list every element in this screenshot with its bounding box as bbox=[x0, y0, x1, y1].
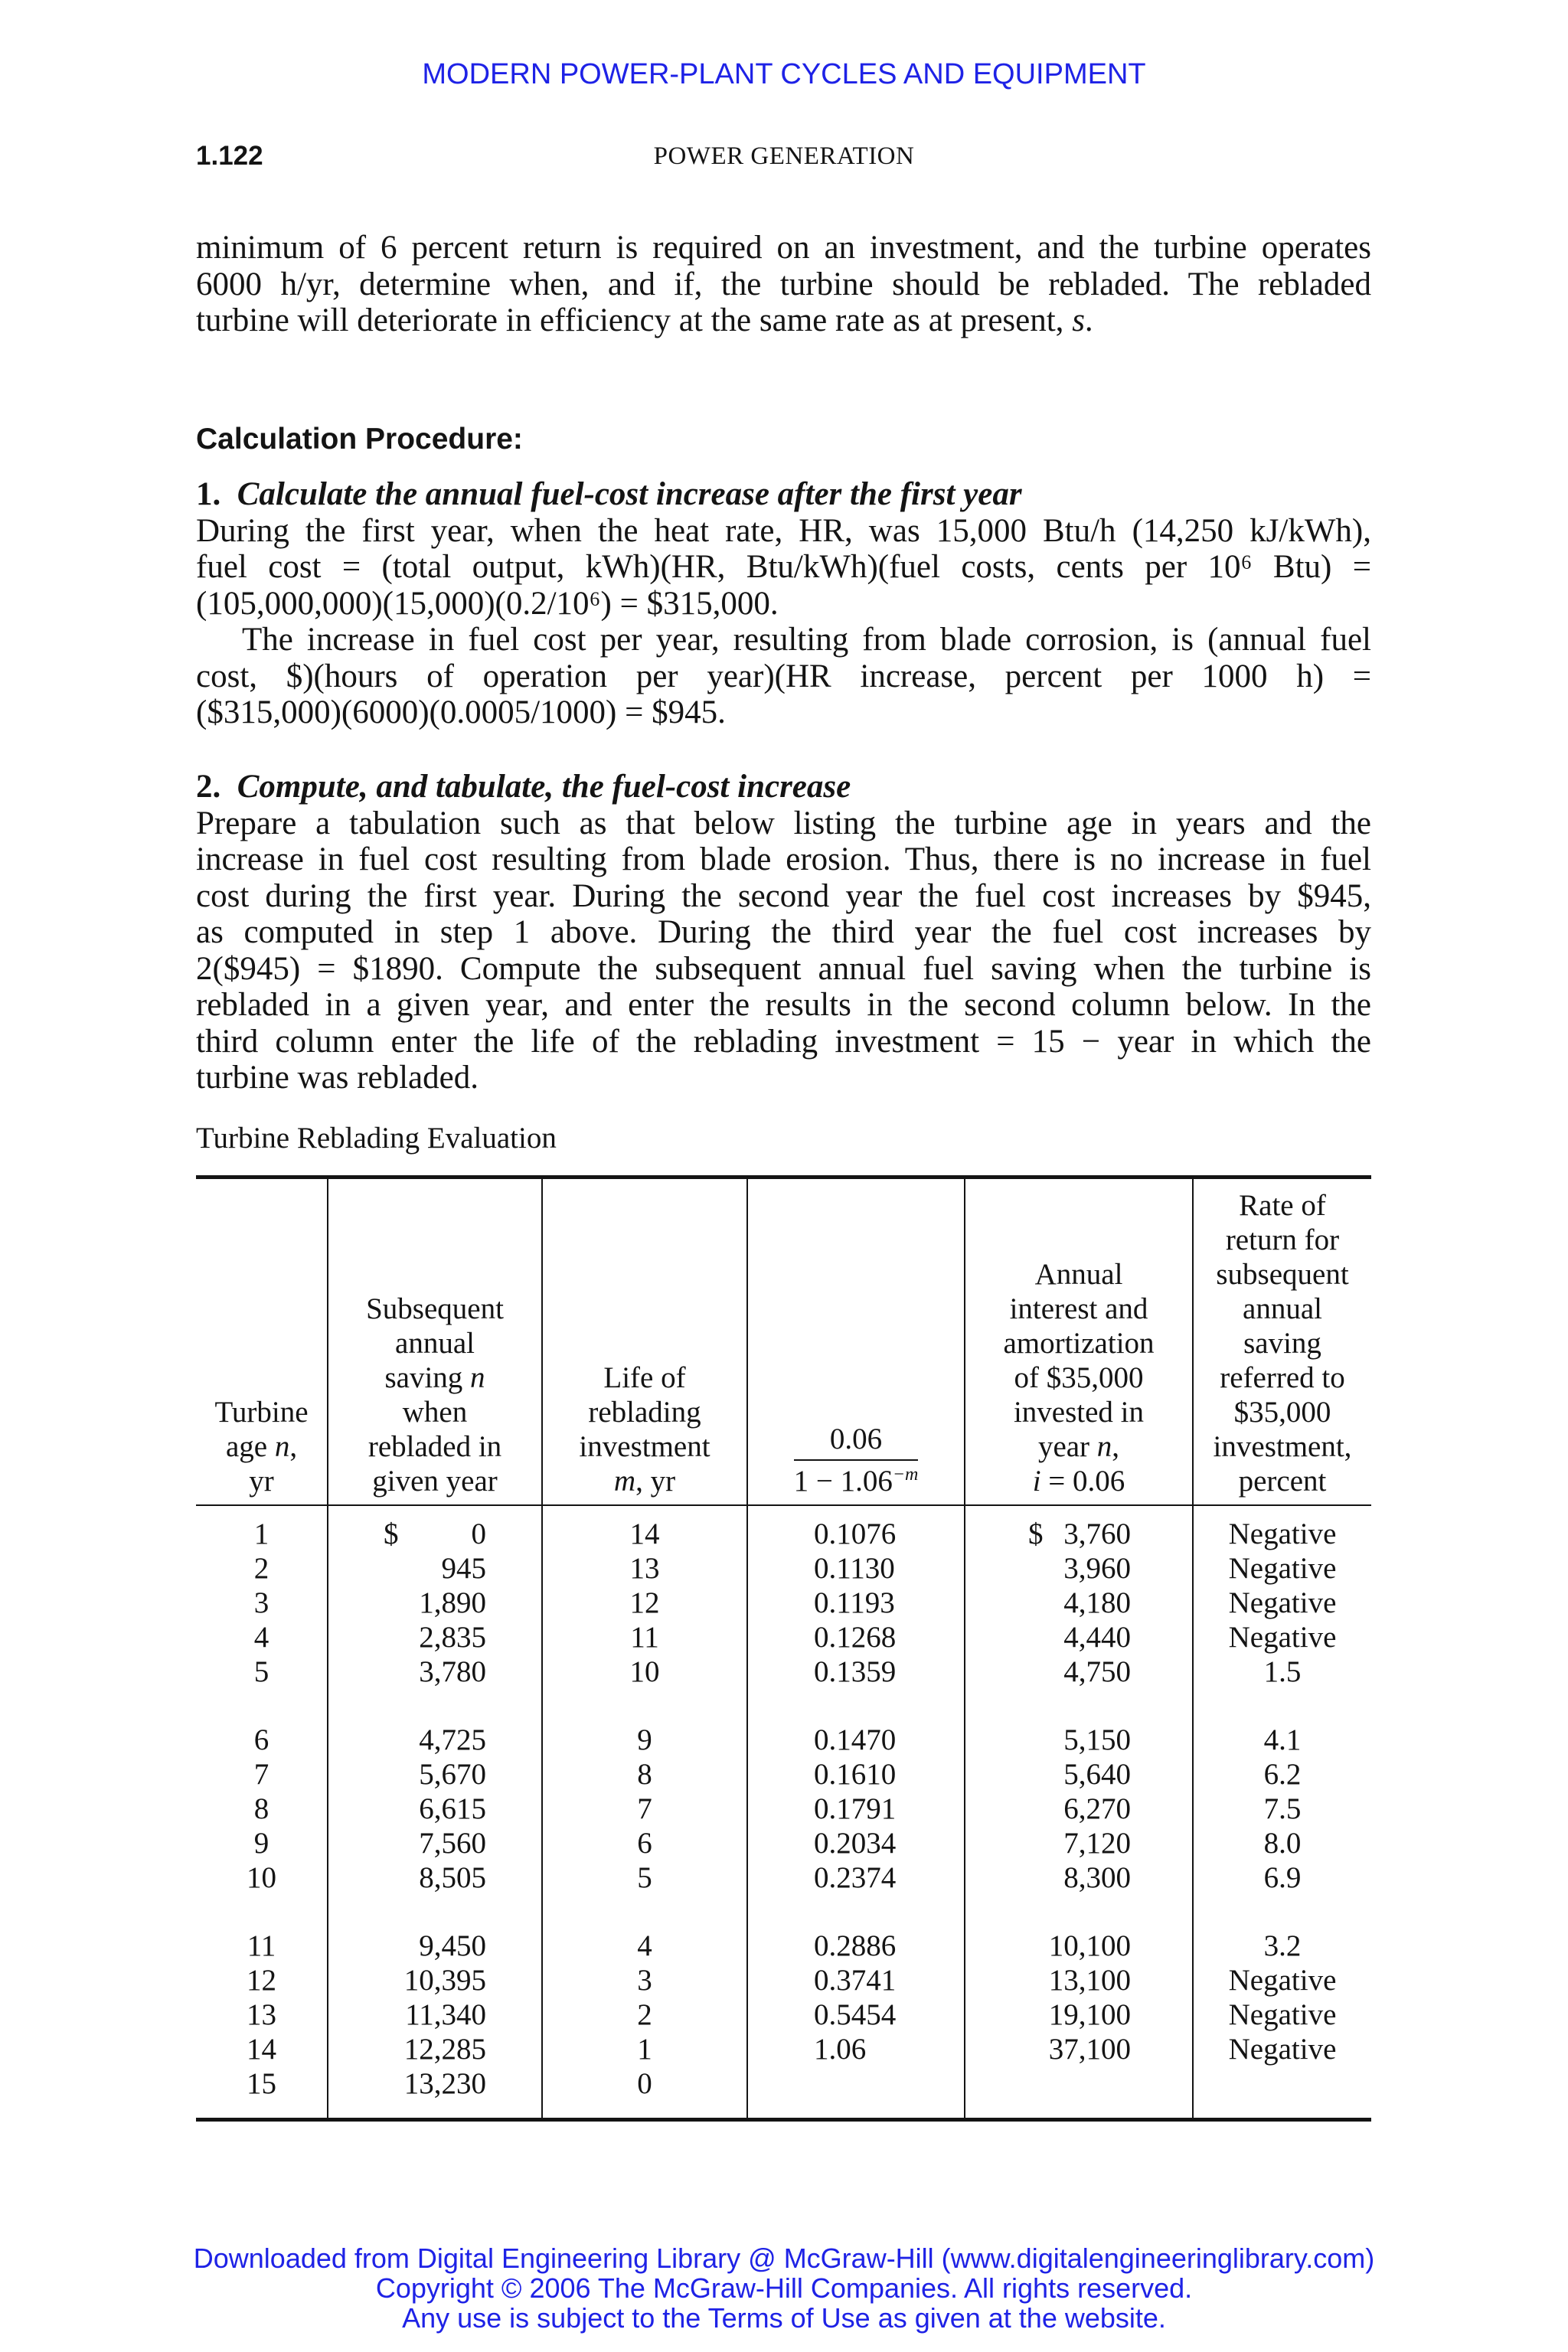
table-cell bbox=[747, 1586, 965, 1620]
table-cell bbox=[747, 1505, 965, 1551]
table-cell bbox=[196, 2066, 328, 2120]
table-cell bbox=[1193, 1551, 1371, 1586]
running-head: POWER GENERATION bbox=[653, 142, 915, 170]
table-cell bbox=[328, 1655, 542, 1689]
table-row bbox=[196, 1757, 1371, 1792]
text-line: as computed in step 1 above. During the third year the fuel cost increases by bbox=[196, 914, 1371, 950]
cell-value: 0.1268 bbox=[814, 1621, 897, 1654]
cell-value: 37,100 bbox=[1048, 2033, 1131, 2066]
table-cell bbox=[196, 1860, 328, 1895]
cell-value: 6,615 bbox=[419, 1792, 486, 1825]
header-line: subsequent bbox=[1216, 1258, 1349, 1291]
table-cell bbox=[328, 1689, 542, 1757]
table-row bbox=[196, 1689, 1371, 1757]
table-cell bbox=[542, 2066, 747, 2120]
reblading-table bbox=[196, 1175, 1371, 2122]
header-capital-recovery-factor bbox=[747, 1178, 965, 1506]
text-line: The increase in fuel cost per year, resulting from blade corrosion, is (annual fuel bbox=[242, 622, 1371, 658]
table-cell bbox=[1193, 1586, 1371, 1620]
cell-value: Negative bbox=[1228, 1964, 1337, 1997]
table-cell bbox=[542, 1998, 747, 2032]
header-line: yr bbox=[249, 1465, 274, 1498]
header-title: MODERN POWER-PLANT CYCLES AND EQUIPMENT bbox=[422, 58, 1146, 90]
cell-value: 10 bbox=[247, 1861, 276, 1894]
header-line: i = 0.06 bbox=[1032, 1465, 1125, 1498]
cell-value: Negative bbox=[1228, 1552, 1337, 1585]
table-row bbox=[196, 2066, 1371, 2120]
text-line: fuel cost = (total output, kWh)(HR, Btu/kWh)(fuel costs, cents per 10⁶ Btu) = bbox=[196, 549, 1371, 585]
cell-value: 13 bbox=[247, 1998, 276, 2031]
header-line: annual bbox=[1243, 1292, 1322, 1325]
table-cell bbox=[747, 1792, 965, 1826]
cell-value: 9 bbox=[253, 1827, 270, 1860]
table-cell bbox=[965, 1551, 1193, 1586]
table-cell bbox=[542, 1963, 747, 1998]
header-line: age n, bbox=[225, 1430, 298, 1463]
cell-value: 7,120 bbox=[1063, 1827, 1131, 1860]
cell-value: 0.1610 bbox=[814, 1758, 897, 1791]
cell-value: 15 bbox=[247, 2067, 276, 2100]
table-cell bbox=[1193, 1895, 1371, 1963]
table-cell bbox=[1193, 1860, 1371, 1895]
header-line: investment bbox=[579, 1430, 710, 1463]
cell-value: 9,450 bbox=[419, 1929, 486, 1962]
text-line: During the first year, when the heat rate, HR, was 15,000 Btu/h (14,250 kJ/kWh), bbox=[196, 512, 1371, 549]
table-cell bbox=[1193, 2066, 1371, 2120]
step1-section bbox=[196, 476, 1371, 731]
text-line: turbine was rebladed. bbox=[196, 1060, 479, 1096]
table-cell bbox=[328, 1792, 542, 1826]
header-line: m, yr bbox=[613, 1465, 676, 1498]
cell-value: 11 bbox=[630, 1621, 659, 1654]
cell-value: 5,670 bbox=[419, 1758, 486, 1791]
cell-value: 945 bbox=[441, 1552, 486, 1585]
table-cell bbox=[747, 1551, 965, 1586]
table-cell bbox=[965, 1963, 1193, 1998]
table-cell bbox=[747, 1998, 965, 2032]
table-cell bbox=[328, 1963, 542, 1998]
table-cell bbox=[1193, 1655, 1371, 1689]
text-line: (105,000,000)(15,000)(0.2/10⁶) = $315,000. bbox=[196, 585, 779, 622]
text-line: turbine will deteriorate in efficiency at the same rate as at present, s. bbox=[196, 302, 1093, 338]
table-cell bbox=[965, 1860, 1193, 1895]
cell-value: 0.2374 bbox=[814, 1861, 897, 1894]
footer bbox=[0, 2243, 1568, 2333]
table-cell bbox=[747, 1826, 965, 1860]
cell-value: 3,780 bbox=[419, 1655, 486, 1688]
cell-value: Negative bbox=[1228, 1998, 1337, 2031]
table-cell bbox=[328, 1860, 542, 1895]
cell-value: 3,960 bbox=[1063, 1552, 1131, 1585]
table-cell bbox=[196, 1963, 328, 1998]
table-cell bbox=[1193, 1826, 1371, 1860]
cell-value: 8 bbox=[637, 1758, 652, 1791]
table-cell bbox=[542, 1620, 747, 1655]
table-row bbox=[196, 1505, 1371, 1551]
header-line: referred to bbox=[1220, 1361, 1345, 1394]
fraction bbox=[794, 1422, 919, 1498]
table-cell bbox=[542, 1505, 747, 1551]
cell-value: 8,505 bbox=[419, 1861, 486, 1894]
table-cell bbox=[965, 1586, 1193, 1620]
header-line: saving bbox=[1243, 1327, 1321, 1360]
cell-value: 1.06 bbox=[814, 2033, 867, 2066]
cell-value: 14 bbox=[629, 1517, 660, 1550]
table-cell bbox=[1193, 1792, 1371, 1826]
header-line: interest and bbox=[1009, 1292, 1148, 1325]
table-cell bbox=[1193, 1620, 1371, 1655]
header-line: Annual bbox=[1034, 1258, 1123, 1291]
footer-copyright-line: Copyright © 2006 The McGraw-Hill Companies. All rights reserved. bbox=[375, 2272, 1193, 2304]
cell-value: 2 bbox=[637, 1998, 652, 2031]
table-cell bbox=[1193, 1689, 1371, 1757]
cell-value: 0.2886 bbox=[814, 1929, 897, 1962]
table-cell bbox=[747, 1620, 965, 1655]
text-line: third column enter the life of the reblading investment = 15 − year in which the bbox=[196, 1023, 1371, 1060]
table-row bbox=[196, 2032, 1371, 2066]
cell-value: 4.1 bbox=[1263, 1723, 1302, 1756]
cell-value: 11 bbox=[247, 1929, 276, 1962]
text-line: Prepare a tabulation such as that below listing the turbine age in years and the bbox=[196, 805, 1371, 841]
table-cell bbox=[196, 1757, 328, 1792]
table-cell bbox=[747, 1757, 965, 1792]
cell-value: 5 bbox=[637, 1861, 652, 1894]
table-cell bbox=[747, 2066, 965, 2120]
header-line: of $35,000 bbox=[1014, 1361, 1144, 1394]
cell-value: 3 bbox=[253, 1586, 270, 1619]
cell-value: 13,100 bbox=[1048, 1964, 1131, 1997]
table-cell bbox=[196, 1505, 328, 1551]
fraction-denominator: $1 - 1.06^{-m}$ bbox=[793, 1465, 919, 1498]
cell-value: 5 bbox=[253, 1655, 270, 1688]
cell-value: 1 bbox=[253, 1517, 270, 1550]
table-cell bbox=[965, 2066, 1193, 2120]
table-row bbox=[196, 1792, 1371, 1826]
table-cell bbox=[747, 2032, 965, 2066]
table-cell bbox=[1193, 1505, 1371, 1551]
table-row bbox=[196, 1655, 1371, 1689]
cell-value: 8.0 bbox=[1263, 1827, 1302, 1860]
table-cell bbox=[965, 1505, 1193, 1551]
table-cell bbox=[747, 1860, 965, 1895]
cell-value: 10,100 bbox=[1048, 1929, 1131, 1962]
cell-value: 5,150 bbox=[1063, 1723, 1131, 1756]
table-caption: Turbine Reblading Evaluation bbox=[196, 1122, 557, 1155]
currency-symbol: $ bbox=[1028, 1517, 1044, 1550]
cell-value: 3 bbox=[637, 1964, 652, 1997]
step2-title: Compute, and tabulate, the fuel-cost increase bbox=[237, 769, 851, 805]
table-cell bbox=[965, 1826, 1193, 1860]
footer-download-line: Downloaded from Digital Engineering Library @ McGraw-Hill (www.digitalengineeringlibrary.com) bbox=[193, 2243, 1375, 2274]
cell-value: 0.5454 bbox=[814, 1998, 897, 2031]
cell-value: 4 bbox=[637, 1929, 652, 1962]
cell-value: 4,180 bbox=[1063, 1586, 1131, 1619]
header-line: Life of bbox=[603, 1361, 686, 1394]
header-line: year n, bbox=[1037, 1430, 1120, 1463]
table-row bbox=[196, 1998, 1371, 2032]
cell-value: 0.1130 bbox=[814, 1552, 895, 1585]
table-cell bbox=[328, 2066, 542, 2120]
header-line: reblading bbox=[588, 1396, 701, 1429]
header-line: annual bbox=[395, 1327, 475, 1360]
header-line: Rate of bbox=[1239, 1189, 1326, 1222]
cell-value: 0.1193 bbox=[814, 1586, 895, 1619]
cell-value: 19,100 bbox=[1048, 1998, 1131, 2031]
cell-value: 6,270 bbox=[1063, 1792, 1131, 1825]
table-cell bbox=[542, 1792, 747, 1826]
table-cell bbox=[328, 1586, 542, 1620]
header-line: Turbine bbox=[214, 1396, 309, 1429]
cell-value: 6.9 bbox=[1263, 1861, 1302, 1894]
cell-value: 5,640 bbox=[1063, 1758, 1131, 1791]
table-cell bbox=[965, 1689, 1193, 1757]
cell-value: 0.1470 bbox=[814, 1723, 897, 1756]
step2-heading bbox=[196, 769, 1371, 805]
table-cell bbox=[196, 1655, 328, 1689]
cell-value: 0.1791 bbox=[814, 1792, 897, 1825]
cell-value: 11,340 bbox=[405, 1998, 486, 2031]
table-cell bbox=[328, 1895, 542, 1963]
table-cell bbox=[965, 1620, 1193, 1655]
text-line: ($315,000)(6000)(0.0005/1000) = $945. bbox=[196, 694, 726, 730]
text-line: cost during the first year. During the second year the fuel cost increases by $945, bbox=[196, 877, 1371, 914]
cell-value: 4,440 bbox=[1063, 1621, 1131, 1654]
table-cell bbox=[196, 1998, 328, 2032]
table-cell bbox=[196, 1826, 328, 1860]
step1-heading bbox=[196, 476, 1371, 513]
table-cell bbox=[747, 1655, 965, 1689]
table-cell bbox=[1193, 1998, 1371, 2032]
table-cell bbox=[1193, 1757, 1371, 1792]
cell-value: 6.2 bbox=[1263, 1758, 1302, 1791]
cell-value: 1 bbox=[637, 2033, 652, 2066]
header-line: Subsequent bbox=[366, 1292, 504, 1325]
fraction-numerator: 0.06 bbox=[794, 1422, 919, 1461]
cell-value: 9 bbox=[637, 1723, 652, 1756]
cell-value: 3,760 bbox=[1063, 1517, 1131, 1550]
cell-value: 10 bbox=[629, 1655, 660, 1688]
table-row bbox=[196, 1620, 1371, 1655]
cell-value: 1,890 bbox=[419, 1586, 486, 1619]
text-line: rebladed in a given year, and enter the results in the second column below. In the bbox=[196, 987, 1371, 1023]
header-line: rebladed in bbox=[368, 1430, 502, 1463]
cell-value: 10,395 bbox=[403, 1964, 486, 1997]
table-cell bbox=[542, 1860, 747, 1895]
header-life-of-investment bbox=[542, 1178, 747, 1506]
cell-value: 1.5 bbox=[1263, 1655, 1302, 1688]
table-cell bbox=[542, 1895, 747, 1963]
header-line: return for bbox=[1225, 1223, 1340, 1256]
table-row bbox=[196, 1826, 1371, 1860]
table-row bbox=[196, 1586, 1371, 1620]
table-cell bbox=[328, 2032, 542, 2066]
table-cell bbox=[747, 1963, 965, 1998]
table-cell bbox=[965, 1895, 1193, 1963]
header-line: percent bbox=[1238, 1465, 1327, 1498]
cell-value: 8,300 bbox=[1063, 1861, 1131, 1894]
table-cell bbox=[965, 1655, 1193, 1689]
header-line: investment, bbox=[1213, 1430, 1352, 1463]
header-line: when bbox=[402, 1396, 468, 1429]
table-cell bbox=[328, 1998, 542, 2032]
table-cell bbox=[542, 1757, 747, 1792]
cell-value: Negative bbox=[1228, 2033, 1337, 2066]
table-cell bbox=[542, 1655, 747, 1689]
table-cell bbox=[328, 1620, 542, 1655]
cell-value: Negative bbox=[1228, 1517, 1337, 1550]
cell-value: 7,560 bbox=[419, 1827, 486, 1860]
table-cell bbox=[1193, 1963, 1371, 1998]
cell-value: 4 bbox=[253, 1621, 270, 1654]
table-cell bbox=[542, 1551, 747, 1586]
text-line: 2($945) = $1890. Compute the subsequent annual fuel saving when the turbine is bbox=[196, 950, 1371, 987]
cell-value: 2,835 bbox=[419, 1621, 486, 1654]
calculation-procedure-heading: Calculation Procedure: bbox=[196, 423, 523, 456]
cell-value: 0 bbox=[637, 2067, 652, 2100]
table-cell bbox=[542, 1586, 747, 1620]
text-line: minimum of 6 percent return is required on an investment, and the turbine operates bbox=[196, 230, 1371, 266]
table-cell bbox=[542, 1826, 747, 1860]
table-cell bbox=[328, 1826, 542, 1860]
table-cell bbox=[328, 1505, 542, 1551]
cell-value: 13,230 bbox=[403, 2067, 486, 2100]
step1-title: Calculate the annual fuel-cost increase after the first year bbox=[237, 476, 1022, 512]
cell-value: 7.5 bbox=[1263, 1792, 1302, 1825]
cell-value: 6 bbox=[637, 1827, 652, 1860]
cell-value: 12 bbox=[247, 1964, 276, 1997]
table-cell bbox=[196, 1689, 328, 1757]
cell-value: 0.2034 bbox=[814, 1827, 897, 1860]
cell-value: 12 bbox=[629, 1586, 660, 1619]
cell-value: 8 bbox=[253, 1792, 270, 1825]
table-cell bbox=[747, 1895, 965, 1963]
header-rate-of-return bbox=[1193, 1178, 1371, 1506]
table-cell bbox=[196, 1551, 328, 1586]
table-cell bbox=[965, 1792, 1193, 1826]
cell-value: 0.3741 bbox=[814, 1964, 897, 1997]
cell-value: Negative bbox=[1228, 1621, 1337, 1654]
header-line: $35,000 bbox=[1233, 1396, 1331, 1429]
table-cell bbox=[965, 1757, 1193, 1792]
table-cell bbox=[965, 1998, 1193, 2032]
table-cell bbox=[542, 2032, 747, 2066]
header-subsequent-saving bbox=[328, 1178, 542, 1506]
cell-value: 0 bbox=[471, 1517, 486, 1550]
cell-value: 6 bbox=[253, 1723, 270, 1756]
table-header-row bbox=[196, 1178, 1371, 1506]
step2-section bbox=[196, 769, 1371, 1096]
cell-value: 2 bbox=[253, 1552, 270, 1585]
currency-symbol: $ bbox=[384, 1517, 399, 1550]
cell-value: 13 bbox=[629, 1552, 660, 1585]
header-turbine-age bbox=[196, 1178, 328, 1506]
table-cell bbox=[196, 1895, 328, 1963]
table-cell bbox=[328, 1757, 542, 1792]
header-annual-amortization bbox=[965, 1178, 1193, 1506]
text-line: 6000 h/yr, determine when, and if, the turbine should be rebladed. The rebladed bbox=[196, 266, 1371, 302]
table-cell bbox=[196, 1586, 328, 1620]
text-line: increase in fuel cost resulting from blade erosion. Thus, there is no increase in fuel bbox=[196, 841, 1371, 877]
cell-value: 3.2 bbox=[1263, 1929, 1302, 1962]
table-row bbox=[196, 1963, 1371, 1998]
table-cell bbox=[196, 1792, 328, 1826]
cell-value: 14 bbox=[247, 2033, 276, 2066]
table-row bbox=[196, 1860, 1371, 1895]
step2-number: 2. bbox=[196, 769, 221, 805]
table-cell bbox=[196, 2032, 328, 2066]
text-line: cost, $)(hours of operation per year)(HR increase, percent per 1000 h) = bbox=[196, 658, 1371, 694]
table-row bbox=[196, 1551, 1371, 1586]
table-cell bbox=[542, 1689, 747, 1757]
table-row bbox=[196, 1895, 1371, 1963]
header-line: given year bbox=[372, 1465, 498, 1498]
cell-value: 7 bbox=[637, 1792, 652, 1825]
intro-paragraph bbox=[196, 230, 1371, 339]
table-cell bbox=[747, 1689, 965, 1757]
table-cell bbox=[1193, 2032, 1371, 2066]
header-line: saving n bbox=[384, 1361, 485, 1394]
cell-value: 0.1076 bbox=[814, 1517, 897, 1550]
step1-number: 1. bbox=[196, 476, 221, 512]
header-line: amortization bbox=[1003, 1327, 1155, 1360]
cell-value: 4,750 bbox=[1063, 1655, 1131, 1688]
cell-value: Negative bbox=[1228, 1586, 1337, 1619]
table-cell bbox=[965, 2032, 1193, 2066]
cell-value: 0.1359 bbox=[814, 1655, 897, 1688]
cell-value: 12,285 bbox=[403, 2033, 486, 2066]
table-cell bbox=[196, 1620, 328, 1655]
cell-value: 7 bbox=[253, 1758, 270, 1791]
header-line: invested in bbox=[1013, 1396, 1145, 1429]
table-cell bbox=[328, 1551, 542, 1586]
page-number: 1.122 bbox=[196, 141, 263, 171]
cell-value: 4,725 bbox=[419, 1723, 486, 1756]
footer-terms-line: Any use is subject to the Terms of Use as given at the website. bbox=[402, 2302, 1166, 2334]
